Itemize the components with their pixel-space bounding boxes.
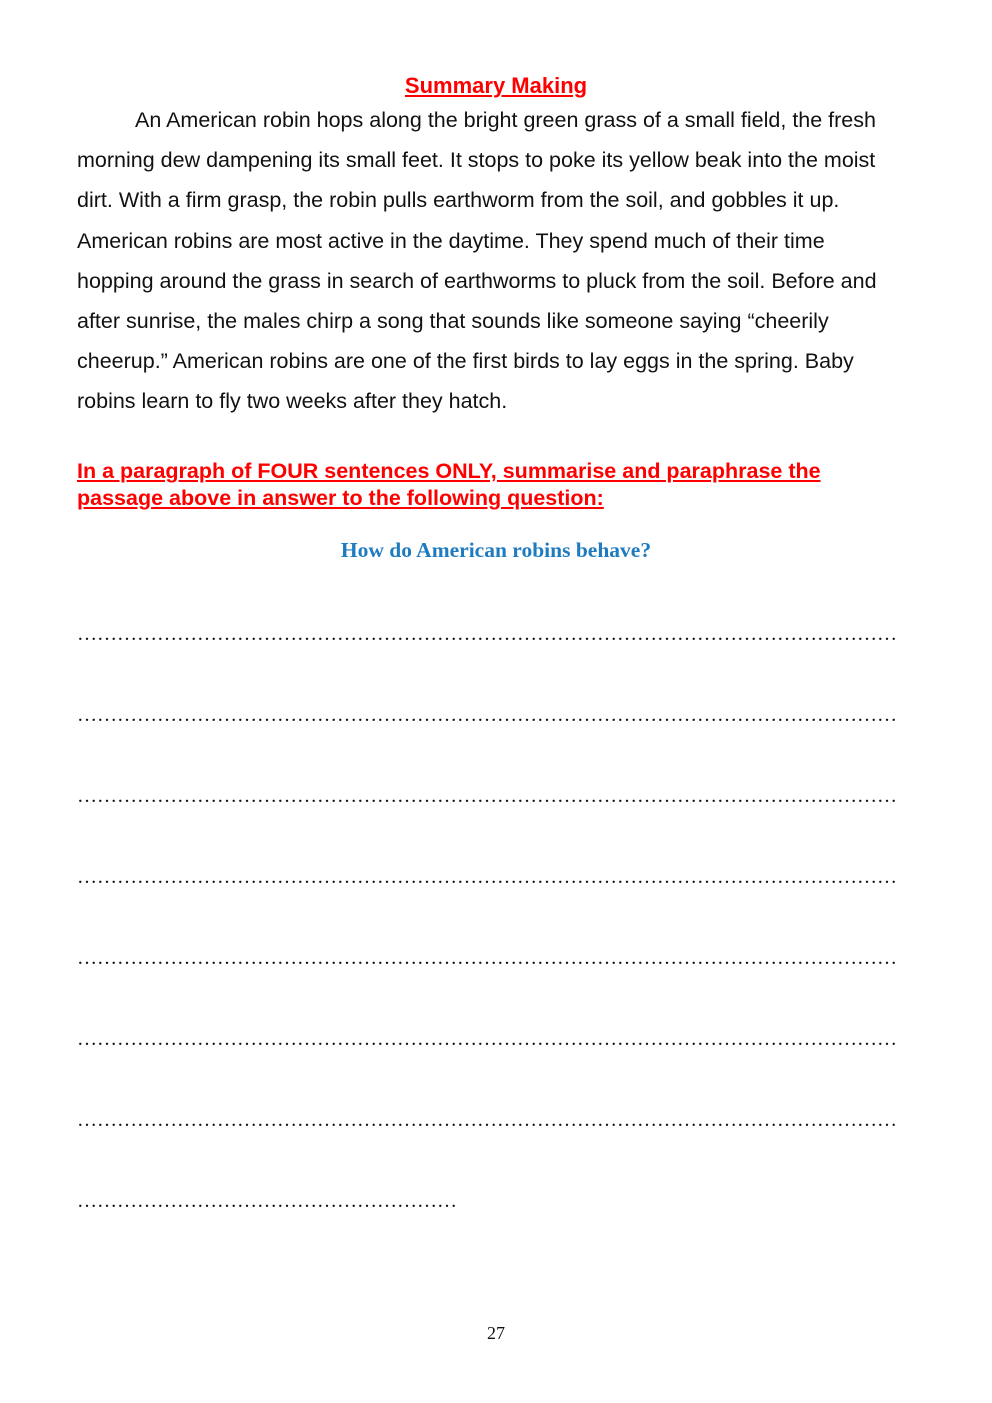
answer-line[interactable]: …………………………………………………………………………………………………………… (77, 947, 897, 969)
summary-question: How do American robins behave? (340, 538, 652, 562)
answer-line[interactable]: …………………………………………………………………………………………………………… (77, 1109, 897, 1131)
answer-line[interactable]: ………………………………………………… (77, 1190, 457, 1212)
answer-line[interactable]: …………………………………………………………………………………………………………… (77, 1028, 897, 1050)
answer-lines (77, 567, 907, 1269)
answer-line[interactable]: …………………………………………………………………………………………………………… (77, 866, 897, 888)
answer-line[interactable]: …………………………………………………………………………………………………………… (77, 704, 897, 726)
task-instruction: In a paragraph of FOUR sentences ONLY, summarise and paraphrase the passage above in answer to the following question: (77, 459, 821, 510)
answer-line[interactable]: …………………………………………………………………………………………………………… (77, 623, 897, 645)
answer-line[interactable]: …………………………………………………………………………………………………………… (77, 785, 897, 807)
reading-passage: An American robin hops along the bright green grass of a small field, the fresh morning dew dampening its small feet. It stops to poke its yellow beak into the moist dirt. With a firm grasp, the robin pulls earthworm from the soil, and gobbles it up. American robins are most active in the daytime. They spend much of their time hopping around the grass in search of earthworms to pluck from the soil. Before and after sunrise, the males chirp a song that sounds like someone saying “cheerily cheerup.” American robins are one of the first birds to lay eggs in the spring. Baby robins learn to fly two weeks after they hatch. (77, 108, 877, 414)
page-title: Summary Making (404, 73, 588, 98)
page-number: 27 (487, 1323, 505, 1343)
